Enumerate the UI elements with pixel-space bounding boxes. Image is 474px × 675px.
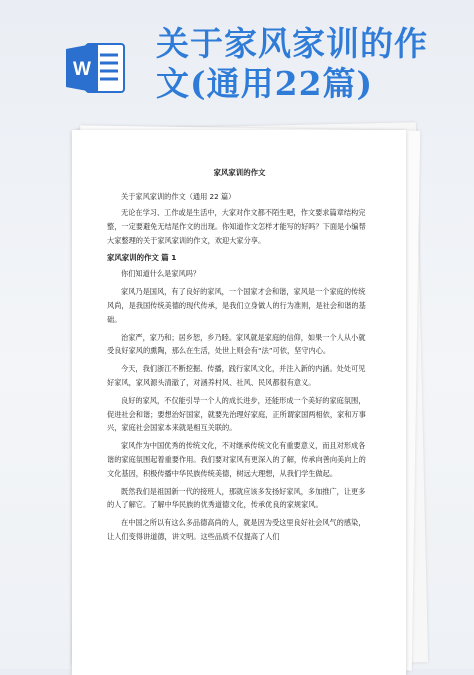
header-banner	[0, 0, 474, 110]
word-logo-letter: W	[73, 59, 91, 80]
title-line-2: 文(通用22篇)	[156, 64, 374, 103]
body-paragraph: 在中国之所以有这么多品德高尚的人，就是因为受这里良好社会风气的感染，让人们变得讲道德，讲文明。这些品质不仅提高了人们	[107, 518, 366, 541]
document-lead-paragraph: 无论在学习、工作或是生活中，大家对作文都不陌生吧，作文要求篇章结构完整，一定要避免无结尾作文的出现。你知道作文怎样才能写的好吗？下面是小编帮大家整理的关于家风家训的作文，欢迎大家分享。	[107, 208, 366, 245]
title-line-1: 关于家风家训的作	[156, 24, 428, 63]
body-paragraph: 家风乃是国风，有了良好的家风，一个国家才会和谐，家风是一个家庭的传统风尚，是我国传统美德的现代传承，是我们立身做人的行为准则，是社会和谐的基础。	[107, 287, 366, 324]
word-document-icon	[64, 40, 128, 96]
body-paragraph: 你们知道什么是家风吗？	[121, 269, 201, 279]
document-intro: 关于家风家训的作文（通用 22 篇）	[121, 192, 236, 201]
body-paragraph: 治家严，家乃和；居乡恕，乡乃睦。家风就是家庭的信仰，如果一个人从小就受良好家风的熏陶，那么在生活，处世上则会有“法”可依，坚守内心。	[107, 332, 366, 356]
section-heading: 家风家训的作文 篇 1	[107, 253, 177, 263]
page-title	[156, 24, 466, 104]
body-paragraph: 既然我们是祖国新一代的接班人，那就应该多发扬好家风，多加推广，让更多的人了解它。了解中华民族的优秀道德文化，传承优良的家规家风。	[107, 486, 366, 510]
document-title: 家风家训的作文	[213, 168, 266, 177]
body-paragraph: 良好的家风，不仅能引导一个人的成长进步，还能形成一个美好的家庭氛围，促进社会和谐；要想治好国家，就要先治理好家庭，正所谓家国两相依，家和万事兴，家庭社会国家本来就是相互关联的。	[107, 395, 366, 433]
body-paragraph: 今天，我们浙江不断挖掘、传播，践行家风文化，并注入新的内涵。处处可见好家风，家风源头清澈了，对涵养村风、社风、民风都很有意义。	[107, 364, 366, 387]
body-paragraph: 家风作为中国优秀的传统文化，不对继承传统文化有重要意义，而且对形成各谐的家庭氛围起着重要作用。我们要对家风有更深入的了解，传承向善向美向上的文化基因，积极传播中华民族传统美德，树远大理想，从我们学生做起。	[107, 441, 366, 478]
document-page	[72, 130, 406, 675]
